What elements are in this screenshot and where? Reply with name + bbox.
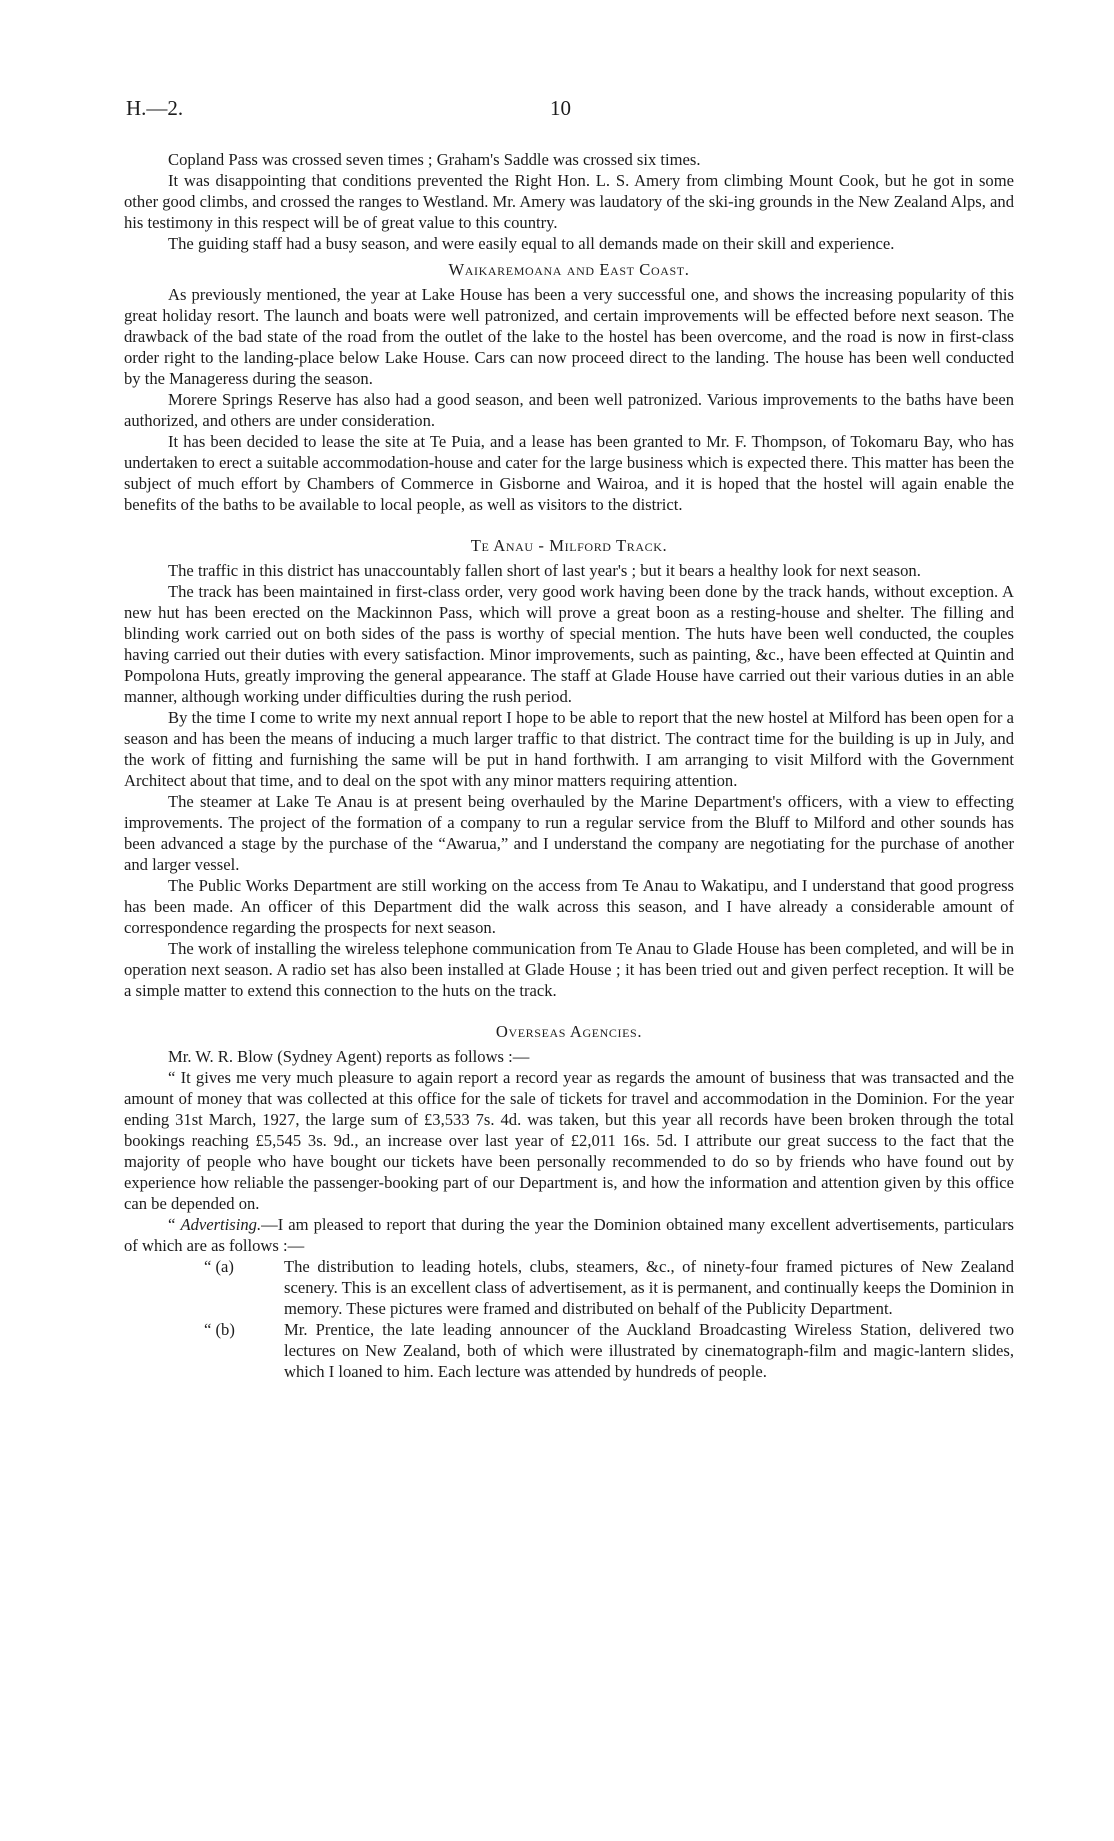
paragraph: The traffic in this district has unaccountably fallen short of last year's ; but it bears a healthy look for next season. — [168, 561, 921, 580]
paragraph: The Public Works Department are still working on the access from Te Anau to Wakatipu, and I understand that good progress has been made. An officer of this Department did the walk across this season, and I have already a considerable amount of correspondence regarding the prospects for next season. — [124, 876, 1014, 937]
paragraph: Mr. W. R. Blow (Sydney Agent) reports as follows :— — [168, 1047, 530, 1066]
page-number: 10 — [550, 96, 571, 120]
paragraph: It has been decided to lease the site at Te Puia, and a lease has been granted to Mr. F. Thompson, of Tokomaru Bay, who has undertaken to erect a suitable accommodation-house and cater for the large business which is expected there. This matter has been the subject of much effort by Chambers of Commerce in Gisborne and Wairoa, and it is hoped that the hostel will again enable the benefits of the baths to be available to local people, as well as visitors to the district. — [124, 432, 1014, 514]
paragraph: The guiding staff had a busy season, and were easily equal to all demands made on their skill and experience. — [168, 234, 895, 253]
list-item-text: Mr. Prentice, the late leading announcer of the Auckland Broadcasting Wireless Station, delivered two lectures on New Zealand, both of which were illustrated by cinematograph-film and magic-lantern slides, which I loaned to him. Each lecture was attended by hundreds of people. — [284, 1320, 1014, 1381]
paragraph: “ It gives me very much pleasure to again report a record year as regards the amount of business that was transacted and the amount of money that was collected at this office for the sale of tickets for travel and accommodation in the Dominion. For the year ending 31st March, 1927, the large sum of £3,533 7s. 4d. was taken, but this year all records have been broken through the total bookings reaching £5,545 3s. 9d., an increase over last year of £2,011 16s. 5d. I attribute our great success to the fact that the majority of people who have bought our tickets have been personally recommended to do so by friends who have found out by experience how reliable the passenger-booking part of our Department is, and how the information and attention given by this office can be depended on. — [124, 1068, 1014, 1213]
list-item — [124, 1319, 1014, 1382]
paragraph-advertising — [124, 1214, 1014, 1256]
report-reference: H.—2. — [126, 96, 184, 120]
paragraph: The track has been maintained in first-class order, very good work having been done by the track hands, without exception. A new hut has been erected on the Mackinnon Pass, which will prove a great boon as a resting-house and shelter. The filling and blinding work carried out on both sides of the pass is worthy of special mention. The huts have been well conducted, the couples having carried out their duties with every satisfaction. Minor improvements, such as painting, &c., have been effected at Quintin and Pompolona Huts, greatly improving the general appearance. The staff at Glade House have carried out their various duties in an able manner, although working under difficulties during the rush period. — [124, 582, 1014, 706]
section-heading-waikaremoana: Waikaremoana and East Coast. — [448, 260, 690, 279]
section-heading-te-anau: Te Anau - Milford Track. — [470, 536, 668, 555]
list-item — [124, 1256, 1014, 1319]
list-item-label: “ (a) — [204, 1257, 234, 1276]
paragraph: The steamer at Lake Te Anau is at present being overhauled by the Marine Department's officers, with a view to effecting improvements. The project of the formation of a company to run a regular service from the Bluff to Milford and other sounds has been advanced a stage by the purchase of the “Awarua,” and I understand the company are negotiating for the purchase of another and larger vessel. — [124, 792, 1014, 874]
report-body — [124, 149, 1014, 1382]
section-heading-overseas-agencies: Overseas Agencies. — [495, 1022, 643, 1041]
list-item-label: “ (b) — [204, 1320, 235, 1339]
list-item-text: The distribution to leading hotels, clubs, steamers, &c., of ninety-four framed pictures of New Zealand scenery. This is an excellent class of advertisement, as it is permanent, and continually keeps the Dominion in memory. These pictures were framed and distributed on behalf of the Publicity Department. — [284, 1257, 1014, 1318]
paragraph: The work of installing the wireless telephone communication from Te Anau to Glade House has been completed, and will be in operation next season. A radio set has also been installed at Glade House ; it has been tried out and given perfect reception. It will be a simple matter to extend this connection to the huts on the track. — [124, 939, 1014, 1000]
paragraph: It was disappointing that conditions prevented the Right Hon. L. S. Amery from climbing Mount Cook, but he got in some other good climbs, and crossed the ranges to Westland. Mr. Amery was laudatory of the ski-ing grounds in the New Zealand Alps, and his testimony in this respect will be of great value to this country. — [124, 171, 1014, 232]
paragraph: Copland Pass was crossed seven times ; Graham's Saddle was crossed six times. — [168, 150, 701, 169]
advertising-title: Advertising. — [180, 1215, 262, 1234]
advertising-text: —I am pleased to report that during the year the Dominion obtained many excellent advertisements, particulars of which are as follows :— — [124, 1215, 1014, 1255]
paragraph: By the time I come to write my next annual report I hope to be able to report that the new hostel at Milford has been open for a season and has been the means of inducing a much larger traffic to that district. The contract time for the building is up in July, and the work of fitting and furnishing the same will be put in hand forthwith. I am arranging to visit Milford with the Government Architect about that time, and to deal on the spot with any minor matters requiring attention. — [124, 708, 1014, 790]
paragraph: As previously mentioned, the year at Lake House has been a very successful one, and shows the increasing popularity of this great holiday resort. The launch and boats were well patronized, and certain improvements will be effected before next season. The drawback of the bad state of the road from the outlet of the lake to the hostel has been overcome, and the road is now in first-class order right to the landing-place below Lake House. Cars can now proceed direct to the landing. The house has been well conducted by the Manageress during the season. — [124, 285, 1014, 388]
paragraph: Morere Springs Reserve has also had a good season, and been well patronized. Various improvements to the baths have been authorized, and others are under consideration. — [124, 390, 1014, 430]
advertising-open-quote: “ — [168, 1215, 181, 1234]
